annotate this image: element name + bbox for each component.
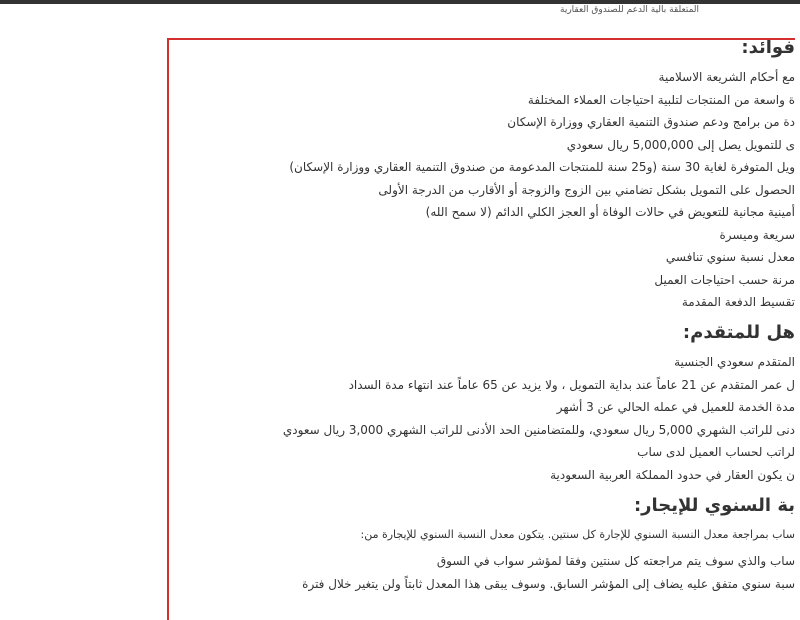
eligibility-item: ن يكون العقار في حدود المملكة العربية السعودية [550,468,795,482]
benefit-item: سريعة وميسرة [719,228,795,242]
eligibility-item: المتقدم سعودي الجنسية [674,355,795,369]
eligibility-item: دنى للراتب الشهري 5,000 ريال سعودي، وللمتضامنين الحد الأدنى للراتب الشهري 3,000 ريال سعودي [282,423,795,437]
benefit-item: مع أحكام الشريعة الاسلامية [658,70,795,84]
section-heading-eligibility: هل للمتقدم: [682,322,795,343]
benefit-item: الحصول على التمويل بشكل تضامني بين الزوج والزوجة أو الأقارب من الدرجة الأولى [378,183,795,197]
eligibility-item: مدة الخدمة للعميل في عمله الحالي عن 3 أشهر [556,400,795,414]
content-box [167,38,795,620]
rate-item: ساب والذي سوف يتم مراجعته كل سنتين وفقا لمؤشر سواب في السوق [436,554,795,568]
benefit-item: معدل نسبة سنوي تنافسي [665,250,795,264]
benefit-item: ة واسعة من المنتجات لتلبية احتياجات العملاء المختلفة [527,93,795,107]
section-heading-annual-rate: بة السنوي للإيجار: [633,495,795,516]
benefit-item: أمينية مجانية للتعويض في حالات الوفاة أو العجز الكلي الدائم (لا سمح الله) [425,205,795,219]
benefit-item: تقسيط الدفعة المقدمة [681,295,795,309]
benefit-item: ويل المتوفرة لغاية 30 سنة (و25 سنة للمنتجات المدعومة من صندوق التنمية العقاري ووزارة الإسكان) [289,160,795,174]
benefit-item: دة من برامج ودعم صندوق التنمية العقاري ووزارة الإسكان [507,115,795,129]
top-link-text[interactable]: المتعلقة بالية الدعم للصندوق العقارية [560,5,700,15]
benefit-item: مرنة حسب احتياجات العميل [654,273,795,287]
benefit-item: ى للتمويل يصل إلى 5,000,000 ريال سعودي [566,138,795,152]
section-heading-benefits: فوائد: [741,38,795,58]
rate-paragraph: ساب بمراجعة معدل النسبة السنوي للإجارة كل سنتين. يتكون معدل النسبة السنوي للإيجارة من: [360,528,795,541]
eligibility-item: لراتب لحساب العميل لدى ساب [637,445,795,459]
eligibility-item: ل عمر المتقدم عن 21 عاماً عند بداية التمويل ، ولا يزيد عن 65 عاماً عند انتهاء مدة السداد [348,378,795,392]
rate-item: سبة سنوي متفق عليه يضاف إلى المؤشر السابق. وسوف يبقى هذا المعدل ثابتاً ولن يتغير خلال فترة [302,577,795,591]
